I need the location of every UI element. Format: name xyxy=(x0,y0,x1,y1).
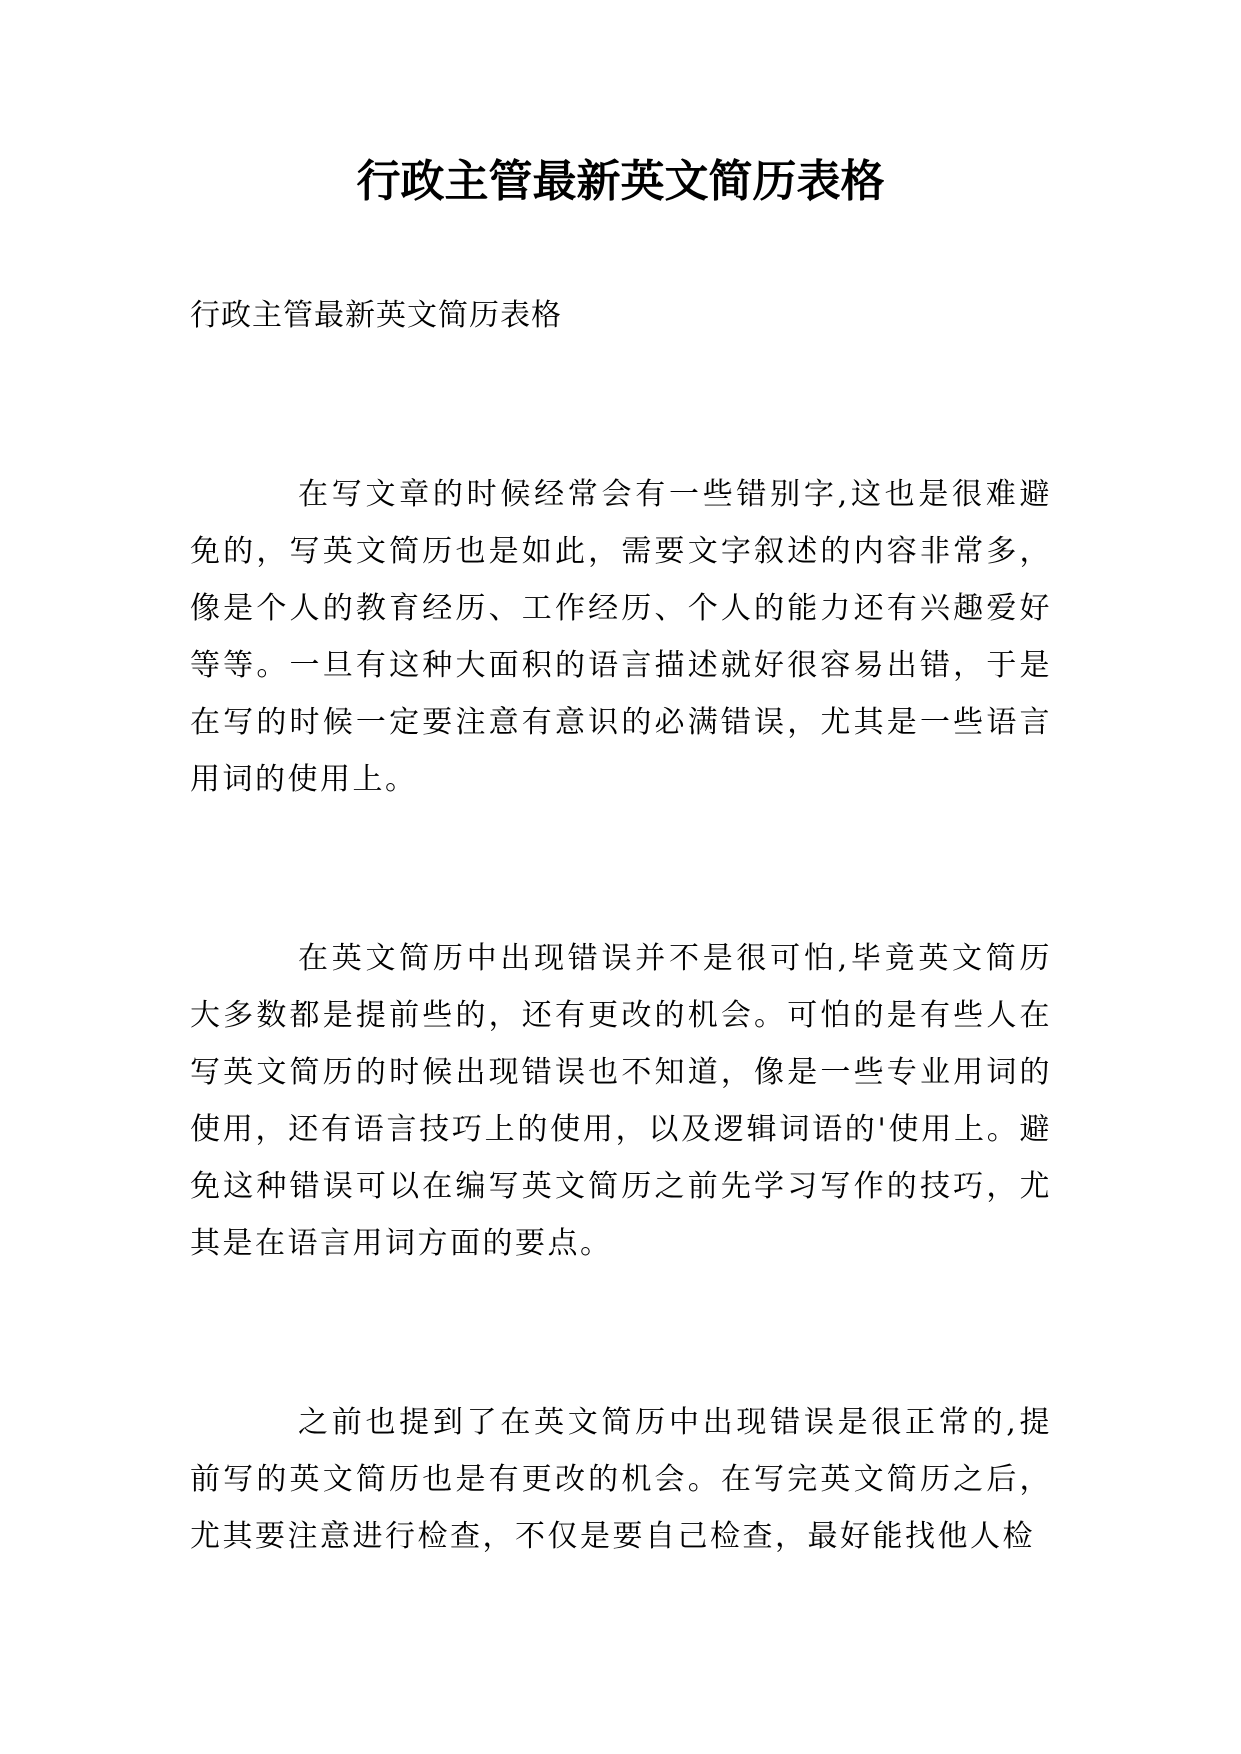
paragraph-1: 在写文章的时候经常会有一些错别字,这也是很难避免的，写英文简历也是如此，需要文字叙述的内容非常多，像是个人的教育经历、工作经历、个人的能力还有兴趣爱好等等。一旦有这种大面积的语言描述就好很容易出错，于是在写的时候一定要注意有意识的必满错误，尤其是一些语言用词的使用上。 xyxy=(190,477,1052,797)
paragraph-2: 在英文简历中出现错误并不是很可怕,毕竟英文简历大多数都是提前些的，还有更改的机会。可怕的是有些人在写英文简历的时候出现错误也不知道，像是一些专业用词的使用，还有语言技巧上的使用，以及逻辑词语的'使用上。避免这种错误可以在编写英文简历之前先学习写作的技巧，尤其是在语言用词方面的要点。 xyxy=(190,941,1052,1261)
paragraph-3: 之前也提到了在英文简历中出现错误是很正常的,提前写的英文简历也是有更改的机会。在写完英文简历之后，尤其要注意进行检查，不仅是要自己检查，最好能找他人检 xyxy=(190,1405,1052,1554)
document-subtitle: 行政主管最新英文简历表格 xyxy=(190,298,562,333)
document-title: 行政主管最新英文简历表格 xyxy=(356,156,885,207)
